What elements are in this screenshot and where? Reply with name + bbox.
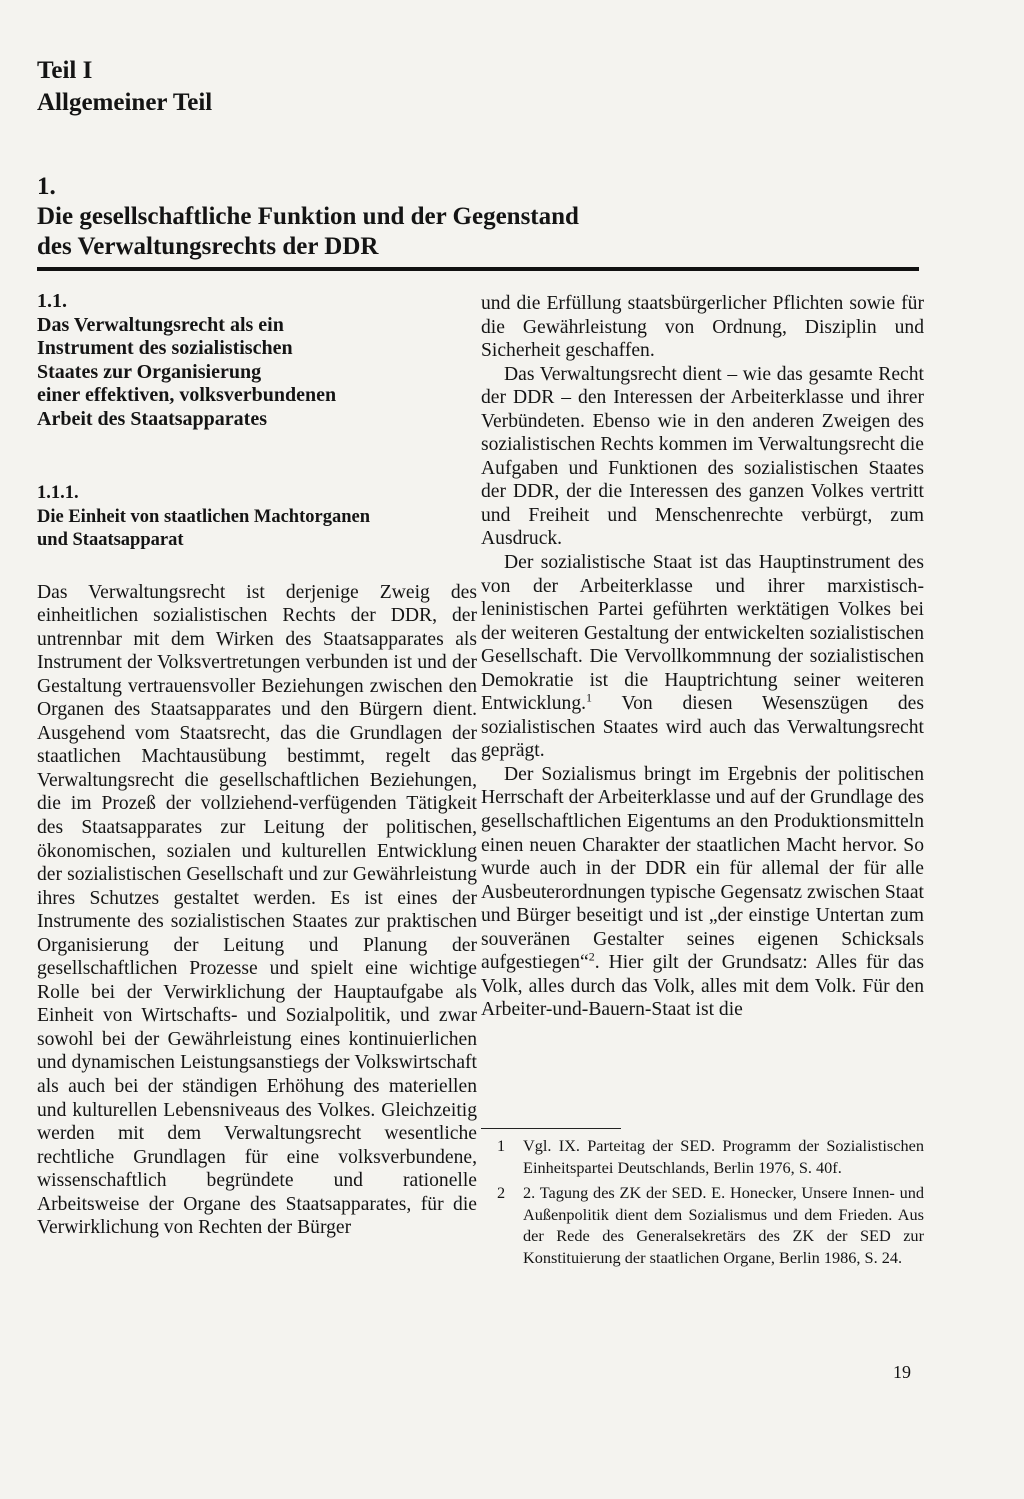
section-title-line: Das Verwaltungsrecht als ein <box>37 313 284 336</box>
section-title-line: Arbeit des Staatsapparates <box>37 407 267 430</box>
paragraph-text: . Hier gilt der Grundsatz: Alles für das Volk, alles durch das Volk, alles mit dem Volk. Für den Arbeiter-und-Bauern-Staat ist die <box>481 952 924 1021</box>
part-heading <box>37 55 212 119</box>
section-title-line: einer effektiven, volksverbundenen <box>37 384 337 406</box>
footnote-text: Vgl. IX. Parteitag der SED. Programm der Sozialistischen Einheitspartei Deutschlands, Berlin 1976, S. 40f. <box>523 1136 924 1177</box>
body-paragraph <box>481 763 924 1022</box>
subsection-title-line: Die Einheit von staatlichen Machtorganen <box>37 506 370 527</box>
part-label: Teil I <box>37 57 93 84</box>
body-paragraph: und die Erfüllung staatsbürgerlicher Pflichten sowie für die Gewährleistung von Ordnung, Disziplin und Sicherheit geschaffen. <box>481 293 924 362</box>
section-number: 1.1. <box>37 290 67 312</box>
body-paragraph: Das Verwaltungsrecht ist derjenige Zweig des einheitlichen sozialistischen Rechts der DDR, der untrennbar mit dem Wirken des Staatsapparates als Instrument der Volksvertretungen verbunden ist und der Gestaltung vertrauensvoller Beziehungen zwischen den Organen des Staatsapparates und den Bürgern dient. Ausgehend vom Staatsrecht, das die Grundlagen der staatlichen Machtausübung bestimmt, regelt das Verwaltungsrecht die gesellschaftlichen Beziehungen, die im Prozeß der vollziehend-verfügenden Tätigkeit des Staatsapparates zur Leitung der politischen, ökonomischen, sozialen und kulturellen Entwicklung der sozialistischen Gesellschaft und zur Gewährleistung ihres Schutzes gestaltet werden. Es ist eines der Instrumente des sozialistischen Staates zur praktischen Organisierung der Leitung und Planung der gesellschaftlichen Prozesse und spielt eine wichtige Rolle bei der Verwirklichung der Hauptaufgabe als Einheit von Wirtschafts- und Sozialpolitik, und zwar sowohl bei der Gewährleistung eines kontinuierlichen und dynamischen Leistungsanstiegs der Volkswirtschaft als auch bei der ständigen Erhöhung des materiellen und kulturellen Lebensniveaus des Volkes. Gleichzeitig werden mit dem Verwaltungsrecht wesentliche rechtliche Grundlagen für eine volksverbundene, wissenschaftlich begründete und rationelle Arbeitsweise der Organe des Staatsapparates, für die Verwirklichung von Rechten der Bürger <box>37 581 477 1239</box>
subsection-title-line: und Staatsapparat <box>37 530 184 550</box>
section-title-line: Instrument des sozialistischen <box>37 337 293 359</box>
body-paragraph <box>481 551 924 763</box>
section-title-line: Staates zur Organisierung <box>37 360 262 383</box>
paragraph-text: Von diesen Wesenszügen des sozialistischen Staates wird auch das Verwaltungsrecht geprägt. <box>481 693 924 762</box>
footnote-number: 2 <box>497 1183 506 1202</box>
left-column <box>37 290 477 1240</box>
footnote-text: 2. Tagung des ZK der SED. E. Honecker, Unsere Innen- und Außenpolitik dient dem Sozialismus und dem Frieden. Aus der Rede des Generalsekretärs des ZK der SED zur Konstituierung der staatlichen Organe, Berlin 1986, S. 24. <box>523 1183 924 1267</box>
footnote-divider <box>481 1128 621 1129</box>
footnote-ref: 1 <box>586 690 593 705</box>
footnote <box>481 1182 924 1268</box>
right-column <box>481 292 924 1022</box>
page-number: 19 <box>893 1362 911 1382</box>
chapter-title-line-2: des Verwaltungsrechts der DDR <box>37 233 379 260</box>
paragraph-text: Der Sozialismus bringt im Ergebnis der politischen Herrschaft der Arbeiterklasse und auf der Grundlage des gesellschaftlichen Eigentums an den Produktionsmitteln einen neuen Charakter der staatlichen Macht hervor. So wurde auch in der DDR ein für allemal der für alle Ausbeuterordnungen typische Gegensatz zwischen Staat und Bürger beseitigt und ist „der einstige Untertan zum souveränen Gestalter seines eigenen Schicksals aufgestiegen“ <box>481 763 924 974</box>
footnotes <box>481 1135 924 1272</box>
paragraph-text: Der sozialistische Staat ist das Hauptinstrument des von der Arbeiterklasse und ihrer marxistisch-leninistischen Partei geführten werktätigen Volkes bei der weiteren Gestaltung der entwickelten sozialistischen Gesellschaft. Die Vervollkommnung der sozialistischen Demokratie ist die Hauptrichtung seiner weiteren Entwicklung. <box>481 552 924 715</box>
subsection-number: 1.1.1. <box>37 483 79 503</box>
chapter-divider <box>37 267 919 271</box>
body-paragraph: Das Verwaltungsrecht dient – wie das gesamte Recht der DDR – den Interessen der Arbeiterklasse und ihrer Verbündeten. Ebenso wie in den anderen Zweigen des sozialistischen Rechts kommen im Verwaltungsrecht die Aufgaben und Funktionen des sozialistischen Staates der DDR, der die Interessen des ganzen Volkes vertritt und Freiheit und Menschenrechte verbürgt, zum Ausdruck. <box>481 363 924 550</box>
chapter-heading <box>37 172 579 262</box>
footnote-ref: 2 <box>588 949 595 964</box>
chapter-title-line-1: Die gesellschaftliche Funktion und der Gegenstand <box>37 203 579 230</box>
footnote-number: 1 <box>497 1136 506 1155</box>
footnote <box>481 1135 924 1178</box>
part-title: Allgemeiner Teil <box>37 89 213 116</box>
chapter-number: 1. <box>37 173 56 200</box>
